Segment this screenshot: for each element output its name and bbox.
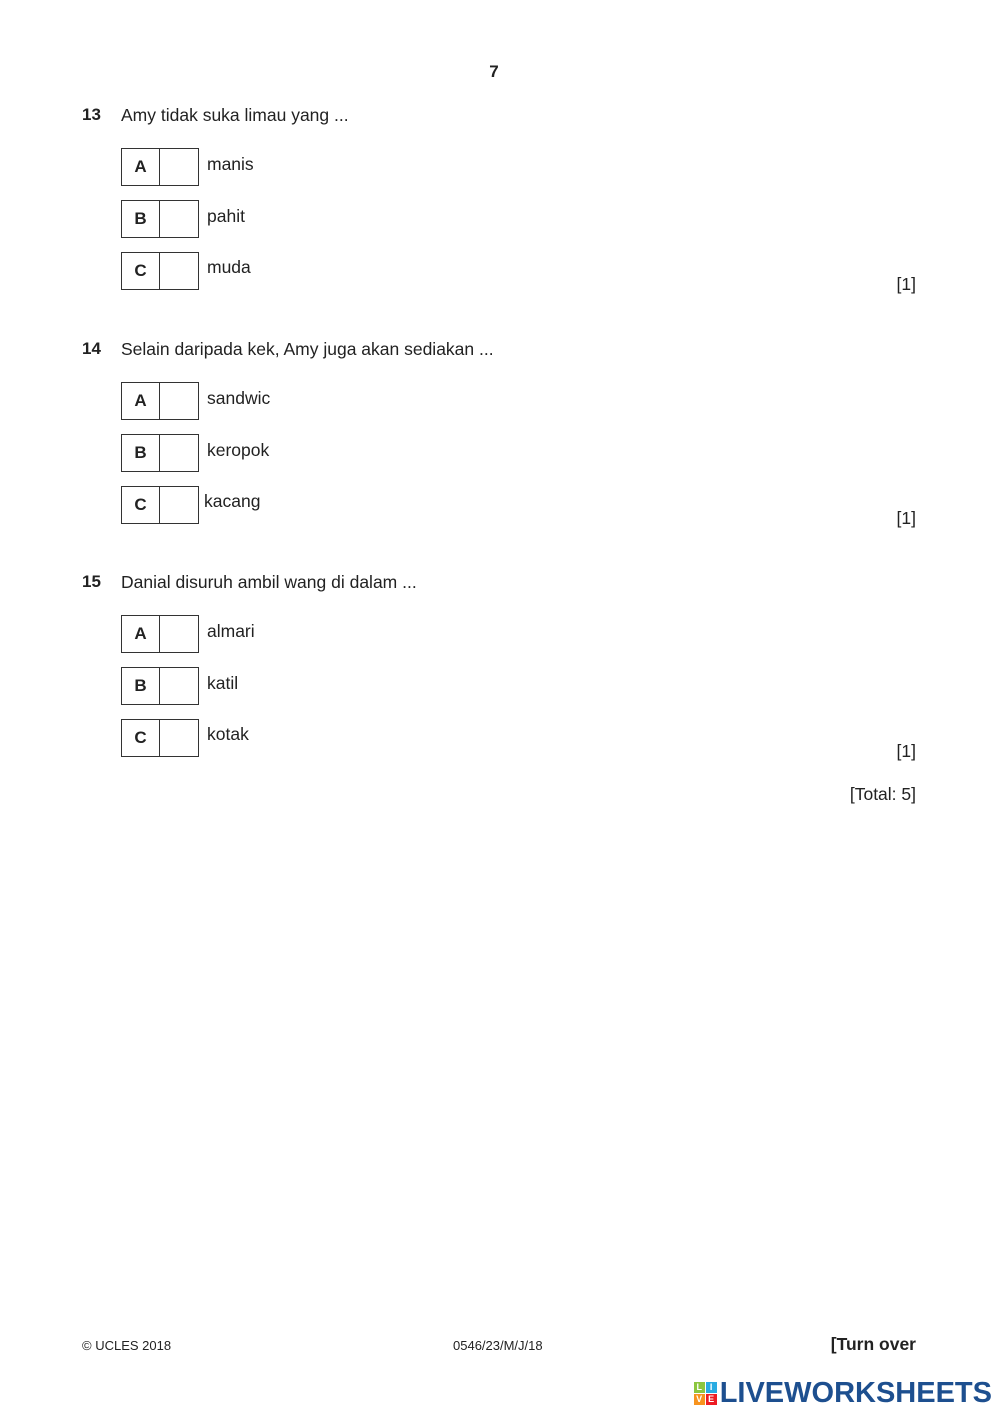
question-number: 13 <box>82 105 101 124</box>
question-number: 14 <box>82 339 101 358</box>
brand-name: LIVEWORKSHEETS <box>719 1376 992 1409</box>
option-a <box>121 615 521 653</box>
question-text: Danial disuruh ambil wang di dalam ... <box>121 572 417 592</box>
answer-box-b[interactable] <box>121 200 199 238</box>
option-letter: A <box>122 616 160 652</box>
checkbox-cell[interactable] <box>160 616 198 652</box>
liveworksheets-logo-icon <box>694 1382 717 1405</box>
total-marks: [Total: 5] <box>849 784 916 804</box>
checkbox-cell[interactable] <box>160 201 198 237</box>
answer-box-a[interactable] <box>121 382 199 420</box>
option-text: keropok <box>207 440 270 460</box>
paper-code: 0546/23/M/J/18 <box>453 1338 543 1353</box>
option-letter: C <box>122 487 160 523</box>
option-c <box>121 719 521 757</box>
option-text: pahit <box>207 206 245 226</box>
option-b <box>121 434 521 472</box>
checkbox-cell[interactable] <box>160 435 198 471</box>
answer-box-a[interactable] <box>121 148 199 186</box>
checkbox-cell[interactable] <box>160 720 198 756</box>
logo-tile: V <box>694 1394 705 1405</box>
logo-tile: L <box>694 1382 705 1393</box>
option-letter: B <box>122 668 160 704</box>
logo-tile: E <box>706 1394 717 1405</box>
answer-box-c[interactable] <box>121 719 199 757</box>
marks: [1] <box>896 508 916 528</box>
option-letter: B <box>122 435 160 471</box>
question-number: 15 <box>82 572 101 591</box>
checkbox-cell[interactable] <box>160 487 198 523</box>
logo-tile: I <box>706 1382 717 1393</box>
answer-box-a[interactable] <box>121 615 199 653</box>
option-b <box>121 667 521 705</box>
answer-box-b[interactable] <box>121 667 199 705</box>
answer-box-c[interactable] <box>121 252 199 290</box>
checkbox-cell[interactable] <box>160 383 198 419</box>
turn-over: [Turn over <box>830 1334 916 1354</box>
option-letter: C <box>122 253 160 289</box>
option-letter: C <box>122 720 160 756</box>
option-a <box>121 382 521 420</box>
option-c <box>121 252 521 290</box>
option-b <box>121 200 521 238</box>
copyright: © UCLES 2018 <box>82 1338 172 1353</box>
option-text: muda <box>207 257 251 277</box>
option-letter: B <box>122 201 160 237</box>
option-text: kacang <box>204 491 261 511</box>
marks: [1] <box>896 274 916 294</box>
option-text: manis <box>207 154 254 174</box>
option-letter: A <box>122 383 160 419</box>
option-text: almari <box>207 621 255 641</box>
page-number: 7 <box>489 62 499 81</box>
checkbox-cell[interactable] <box>160 149 198 185</box>
option-text: kotak <box>207 724 249 744</box>
marks: [1] <box>896 741 916 761</box>
answer-box-b[interactable] <box>121 434 199 472</box>
option-letter: A <box>122 149 160 185</box>
option-text: katil <box>207 673 239 693</box>
option-c <box>121 486 521 524</box>
question-text: Amy tidak suka limau yang ... <box>121 105 349 125</box>
checkbox-cell[interactable] <box>160 253 198 289</box>
option-a <box>121 148 521 186</box>
checkbox-cell[interactable] <box>160 668 198 704</box>
answer-box-c[interactable] <box>121 486 199 524</box>
option-text: sandwic <box>207 388 271 408</box>
question-text: Selain daripada kek, Amy juga akan sediakan ... <box>121 339 494 359</box>
liveworksheets-brand <box>694 1376 992 1410</box>
